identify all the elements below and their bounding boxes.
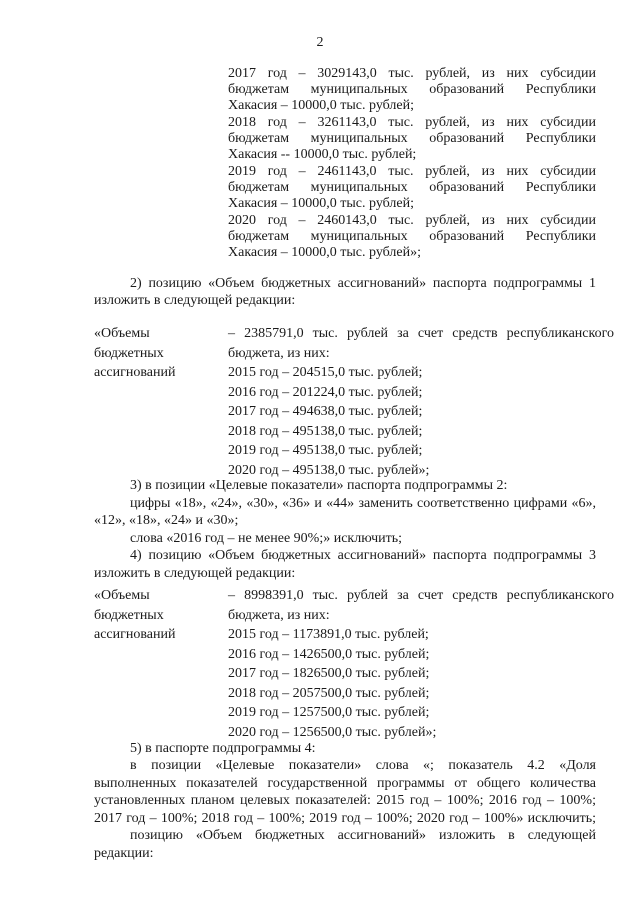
- table-row: 2019 год – 495138,0 тыс. рублей;: [228, 443, 423, 458]
- table-values: [228, 586, 614, 742]
- table-label-line: «Объемы: [94, 588, 150, 603]
- year-line: Хакасия – 10000,0 тыс. рублей;: [228, 98, 414, 113]
- year-block-2017: [228, 66, 596, 114]
- year-block-2020: [228, 213, 596, 261]
- table-intro-line: бюджета, из них:: [228, 607, 330, 623]
- year-line: Хакасия -- 10000,0 тыс. рублей;: [228, 147, 417, 162]
- page-number: 2: [316, 35, 324, 50]
- item4-line1: 4) позицию «Объем бюджетных ассигнований» паспорта подпрограммы 3: [130, 548, 596, 563]
- year-block-2018: [228, 115, 596, 163]
- item5-line2: в позиции «Целевые показатели» слова «; показатель 4.2 «Доля: [130, 758, 596, 773]
- year-line: 2017 год – 3029143,0 тыс. рублей, из них субсидии: [228, 66, 596, 81]
- table-label: [94, 586, 214, 645]
- year-line: бюджетам муниципальных образований Республики: [228, 131, 596, 146]
- year-line: 2020 год – 2460143,0 тыс. рублей, из них субсидии: [228, 213, 596, 228]
- table-intro-line: – 8998391,0 тыс. рублей за счет средств республиканского: [228, 588, 614, 603]
- item4-line2: изложить в следующей редакции:: [94, 566, 296, 581]
- budget-table-subprogram-1: [94, 324, 614, 478]
- table-row: 2018 год – 2057500,0 тыс. рублей;: [228, 685, 430, 701]
- table-row: 2016 год – 1426500,0 тыс. рублей;: [228, 646, 430, 662]
- table-intro-line: – 2385791,0 тыс. рублей за счет средств республиканского: [228, 326, 614, 341]
- table-row: 2018 год – 495138,0 тыс. рублей;: [228, 423, 423, 439]
- table-intro-line: бюджета, из них:: [228, 345, 330, 361]
- table-row: 2017 год – 494638,0 тыс. рублей;: [228, 404, 423, 419]
- budget-table-subprogram-3: [94, 586, 614, 740]
- table-row: 2017 год – 1826500,0 тыс. рублей;: [228, 666, 430, 681]
- table-row: 2015 год – 1173891,0 тыс. рублей;: [228, 627, 429, 642]
- year-block-2019: [228, 164, 596, 212]
- table-label-line: ассигнований: [94, 365, 176, 380]
- item5-line3: выполненных показателей государственной программы от общего количества: [94, 776, 596, 791]
- year-line: Хакасия – 10000,0 тыс. рублей»;: [228, 245, 421, 260]
- item3-line4: слова «2016 год – не менее 90%;» исключить;: [130, 531, 403, 546]
- table-row: 2020 год – 1256500,0 тыс. рублей»;: [228, 724, 437, 740]
- item5-line4: установленных планом целевых показателей: 2015 год – 100%; 2016 год – 100%;: [94, 793, 596, 808]
- table-row: 2016 год – 201224,0 тыс. рублей;: [228, 384, 423, 400]
- table-label-line: бюджетных: [94, 345, 164, 361]
- year-line: 2019 год – 2461143,0 тыс. рублей, из них субсидии: [228, 164, 596, 179]
- item5-line1: 5) в паспорте подпрограммы 4:: [130, 741, 316, 756]
- item5-line7: редакции:: [94, 846, 154, 861]
- year-line: бюджетам муниципальных образований Республики: [228, 229, 596, 244]
- item2-line2: изложить в следующей редакции:: [94, 293, 296, 308]
- year-line: бюджетам муниципальных образований Республики: [228, 82, 596, 97]
- table-row: 2020 год – 495138,0 тыс. рублей»;: [228, 462, 430, 478]
- table-label-line: «Объемы: [94, 326, 150, 341]
- year-line: Хакасия – 10000,0 тыс. рублей;: [228, 196, 414, 211]
- table-label: [94, 324, 214, 383]
- item3-line3: «12», «18», «24» и «30»;: [94, 513, 239, 528]
- item2-line1: 2) позицию «Объем бюджетных ассигнований» паспорта подпрограммы 1: [130, 276, 596, 291]
- table-label-line: ассигнований: [94, 627, 176, 642]
- table-row: 2015 год – 204515,0 тыс. рублей;: [228, 365, 423, 380]
- table-values: [228, 324, 614, 480]
- item5-line6: позицию «Объем бюджетных ассигнований» изложить в следующей: [130, 828, 596, 843]
- year-line: 2018 год – 3261143,0 тыс. рублей, из них субсидии: [228, 115, 596, 130]
- year-line: бюджетам муниципальных образований Республики: [228, 180, 596, 195]
- table-row: 2019 год – 1257500,0 тыс. рублей;: [228, 705, 430, 720]
- table-label-line: бюджетных: [94, 607, 164, 623]
- item3-line1: 3) в позиции «Целевые показатели» паспорта подпрограммы 2:: [130, 478, 508, 493]
- item3-line2: цифры «18», «24», «30», «36» и «44» заменить соответственно цифрами «6»,: [130, 496, 596, 511]
- item5-line5: 2017 год – 100%; 2018 год – 100%; 2019 год – 100%; 2020 год – 100%» исключить;: [94, 811, 596, 826]
